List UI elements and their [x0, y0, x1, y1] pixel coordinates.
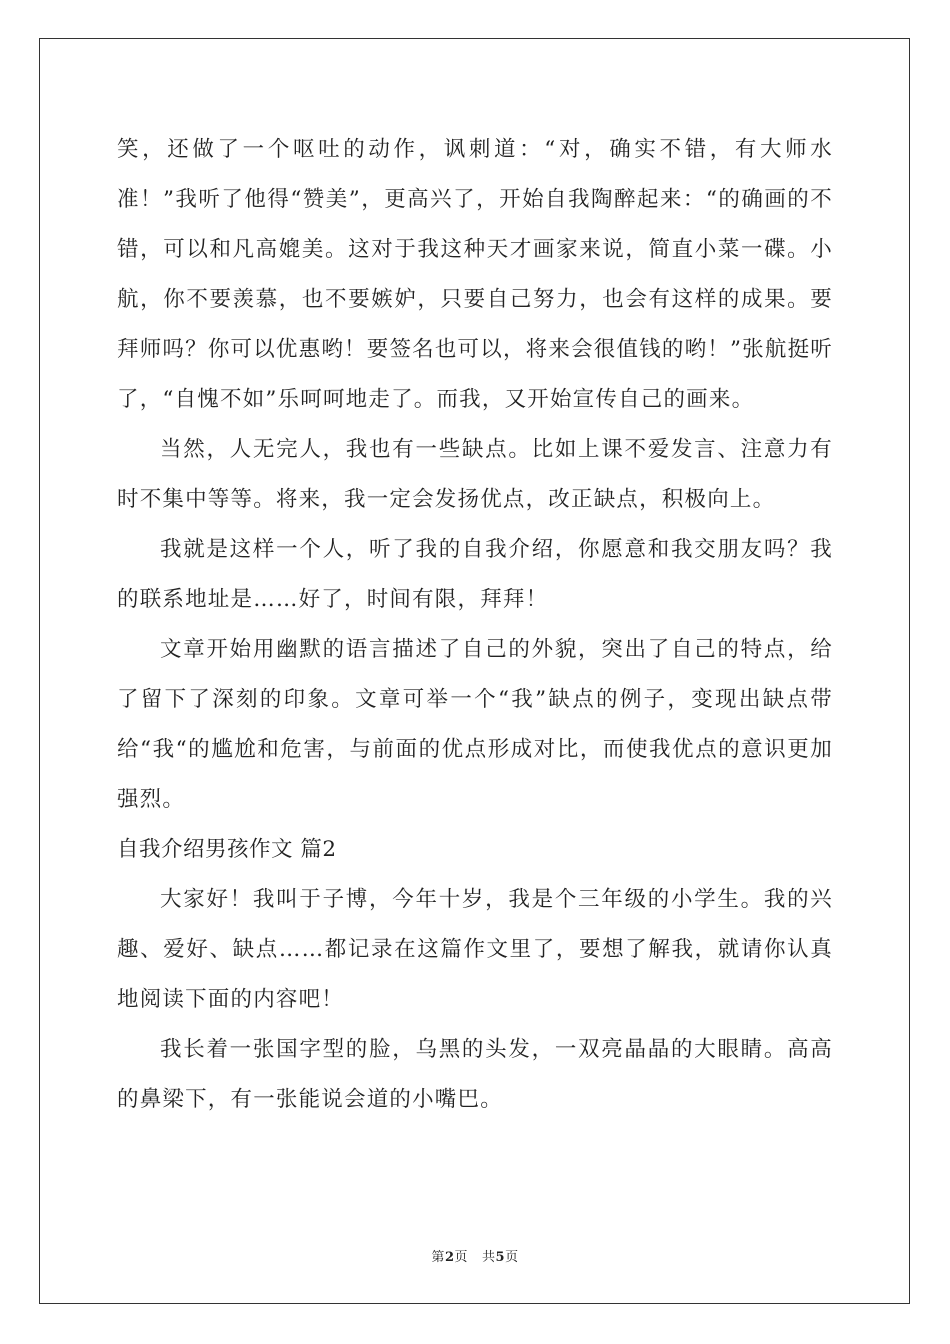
paragraph-4: 文章开始用幽默的语言描述了自己的外貌，突出了自己的特点，给了留下了深刻的印象。文章可举一个“我”缺点的例子，变现出缺点带给“我“的尴尬和危害，与前面的优点形成对比，而使我优点的意识更加强烈。 — [117, 637, 833, 812]
page-suffix: 页 — [454, 1250, 468, 1265]
total-suffix: 页 — [505, 1250, 519, 1265]
section-heading: 自我介绍男孩作文 篇2 — [117, 837, 337, 862]
paragraph-1: 笑，还做了一个呕吐的动作，讽刺道：“对，确实不错，有大师水准！”我听了他得“赞美”，更高兴了，开始自我陶醉起来：“的确画的不错，可以和凡高媲美。这对于我这种天才画家来说，简直小菜一碟。小航，你不要羡慕，也不要嫉妒，只要自己努力，也会有这样的成果。要拜师吗？你可以优惠哟！要签名也可以，将来会很值钱的哟！”张航挺听了，“自愧不如”乐呵呵地走了。而我，又开始宣传自己的画来。 — [117, 137, 833, 412]
total-prefix: 共 — [482, 1250, 496, 1265]
document-body — [117, 125, 833, 1125]
paragraph-6: 我长着一张国字型的脸，乌黑的头发，一双亮晶晶的大眼睛。高高的鼻梁下，有一张能说会道的小嘴巴。 — [117, 1037, 833, 1112]
current-page-number: 2 — [444, 1250, 455, 1265]
paragraph-2: 当然，人无完人，我也有一些缺点。比如上课不爱发言、注意力有时不集中等等。将来，我一定会发扬优点，改正缺点，积极向上。 — [117, 437, 833, 512]
paragraph-5: 大家好！我叫于子博，今年十岁，我是个三年级的小学生。我的兴趣、爱好、缺点……都记录在这篇作文里了，要想了解我，就请你认真地阅读下面的内容吧！ — [117, 887, 833, 1012]
page-footer — [0, 1246, 950, 1265]
page-prefix: 第 — [431, 1250, 445, 1265]
total-pages-number: 5 — [495, 1250, 506, 1265]
paragraph-3: 我就是这样一个人，听了我的自我介绍，你愿意和我交朋友吗？我的联系地址是……好了，时间有限，拜拜！ — [117, 537, 833, 612]
